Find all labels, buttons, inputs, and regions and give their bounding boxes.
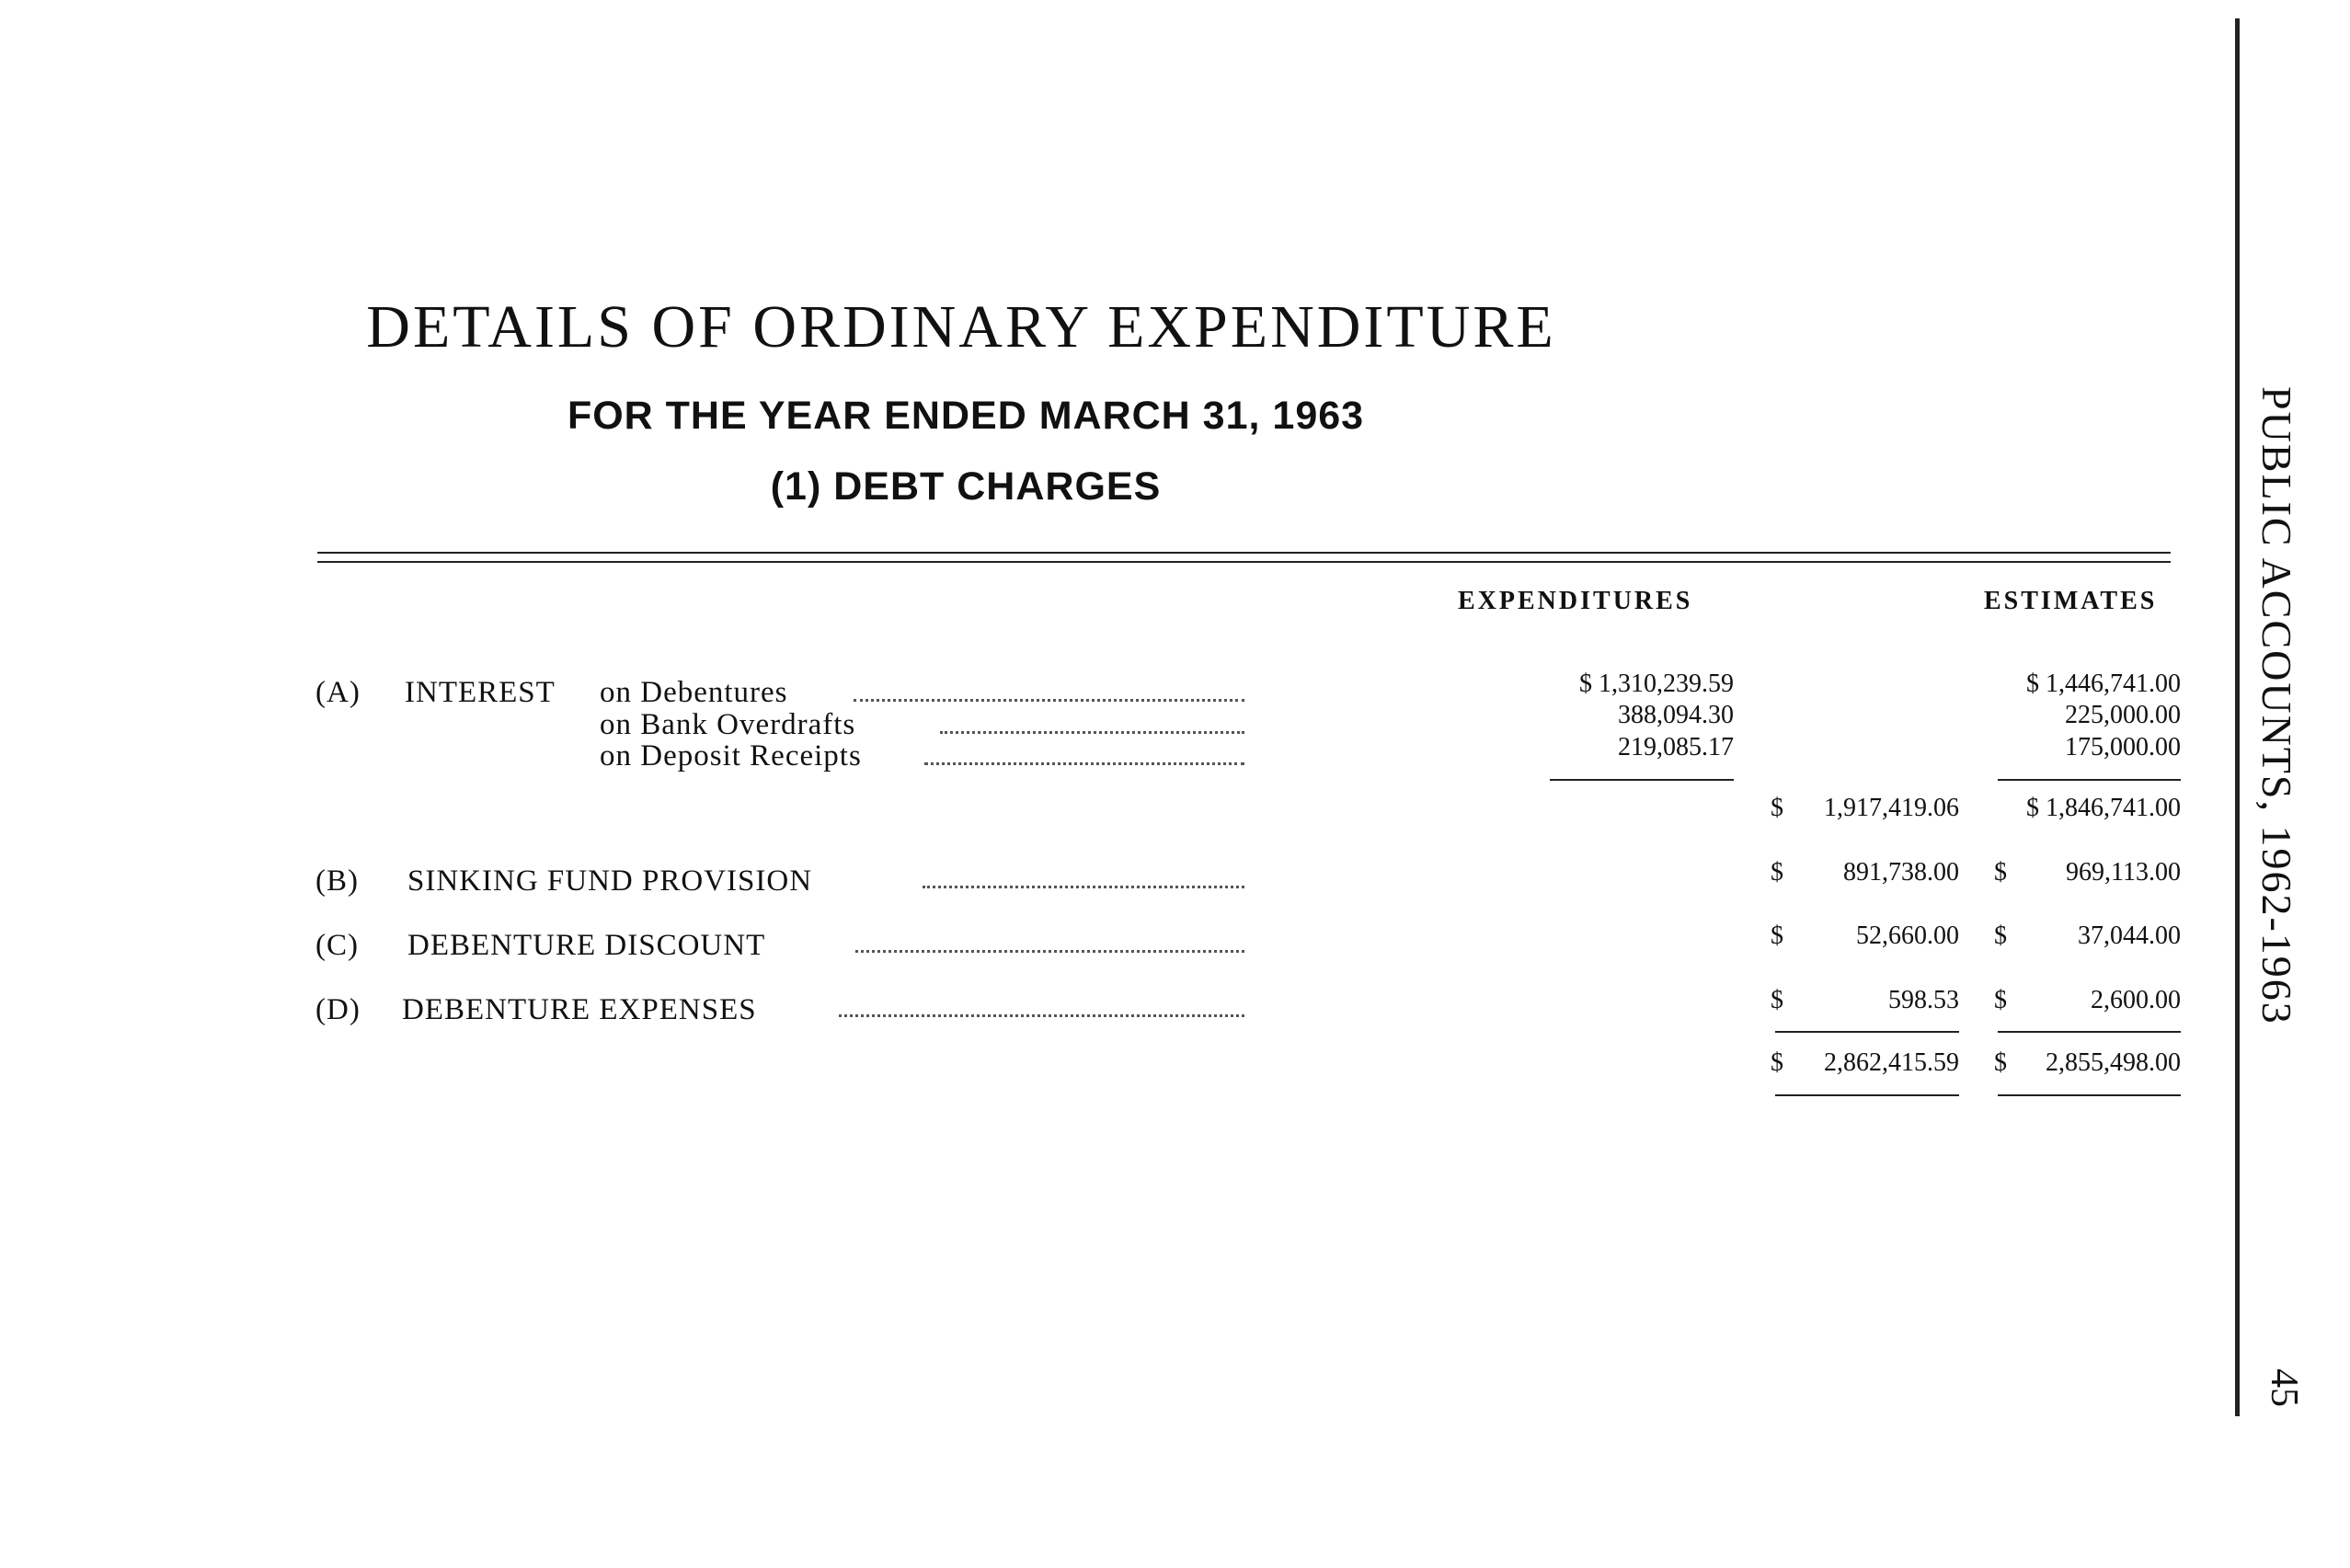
leader-dots [839, 1014, 1244, 1017]
expenditure-value: 52,660.00 [1856, 921, 1959, 950]
estimate-value: 225,000.00 [2065, 701, 2181, 729]
total-double-rule [1775, 1094, 1959, 1096]
item-a-label: INTEREST [405, 676, 556, 709]
item-c-letter: (C) [315, 929, 359, 962]
total-rule [1775, 1031, 1959, 1033]
expenditure-value: 388,094.30 [1618, 701, 1734, 729]
leader-dots [924, 762, 1244, 765]
currency-sign: $ [1771, 794, 1783, 822]
total-double-rule [1998, 1094, 2181, 1096]
margin-vertical-rule [2235, 18, 2240, 1416]
header-rule-top [317, 552, 2171, 554]
estimate-value: 969,113.00 [2066, 858, 2181, 887]
interest-row-label: on Bank Overdrafts [600, 708, 856, 741]
subtotal-rule [1550, 779, 1734, 781]
running-head: PUBLIC ACCOUNTS, 1962-1963 [2253, 386, 2300, 1025]
item-a-letter: (A) [315, 676, 361, 709]
subtotal-estimate: $ 1,846,741.00 [2026, 794, 2181, 822]
leader-dots [940, 731, 1244, 734]
page-number: 45 [2263, 1368, 2305, 1407]
expenditure-value: 219,085.17 [1618, 733, 1734, 761]
interest-row-label: on Debentures [600, 676, 788, 709]
item-b-letter: (B) [315, 864, 359, 898]
estimate-value: $ 1,446,741.00 [2026, 670, 2181, 698]
currency-sign: $ [1771, 986, 1783, 1014]
leader-dots [854, 699, 1244, 702]
column-header-estimates: ESTIMATES [1984, 587, 2158, 615]
estimate-value: 2,600.00 [2091, 986, 2181, 1014]
interest-row-label: on Deposit Receipts [600, 739, 862, 773]
item-d-letter: (D) [315, 993, 361, 1026]
item-d-label: DEBENTURE EXPENSES [402, 993, 757, 1026]
expenditure-value: $ 1,310,239.59 [1579, 670, 1734, 698]
currency-sign: $ [1994, 921, 2007, 950]
header-rule-bottom [317, 561, 2171, 563]
estimate-value: 175,000.00 [2065, 733, 2181, 761]
page-subtitle: FOR THE YEAR ENDED MARCH 31, 1963 [567, 394, 1365, 438]
currency-sign: $ [1994, 858, 2007, 887]
total-rule [1998, 1031, 2181, 1033]
subtotal-expenditure: 1,917,419.06 [1824, 794, 1959, 822]
total-estimate: 2,855,498.00 [2046, 1048, 2181, 1077]
estimate-value: 37,044.00 [2078, 921, 2181, 950]
expenditure-value: 891,738.00 [1843, 858, 1959, 887]
section-title: (1) DEBT CHARGES [770, 464, 1162, 509]
item-b-label: SINKING FUND PROVISION [407, 864, 813, 898]
currency-sign: $ [1994, 1048, 2007, 1077]
leader-dots [923, 886, 1244, 888]
currency-sign: $ [1771, 858, 1783, 887]
total-expenditure: 2,862,415.59 [1824, 1048, 1959, 1077]
item-c-label: DEBENTURE DISCOUNT [407, 929, 766, 962]
column-header-expenditures: EXPENDITURES [1458, 587, 1693, 615]
currency-sign: $ [1771, 1048, 1783, 1077]
currency-sign: $ [1994, 986, 2007, 1014]
page-title: DETAILS OF ORDINARY EXPENDITURE [366, 293, 1556, 361]
leader-dots [855, 950, 1244, 953]
expenditure-value: 598.53 [1888, 986, 1959, 1014]
subtotal-rule [1998, 779, 2181, 781]
currency-sign: $ [1771, 921, 1783, 950]
